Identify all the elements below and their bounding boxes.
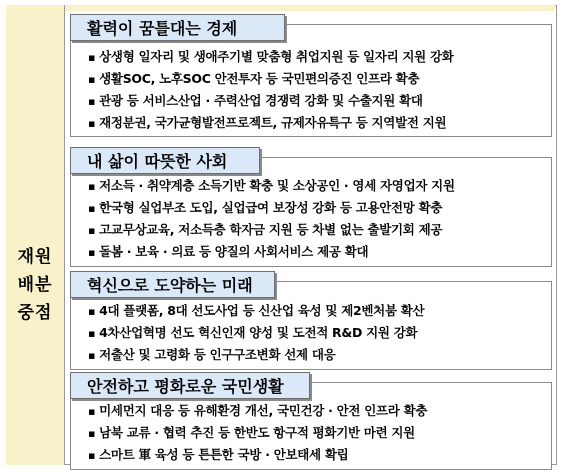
list-item: ▪ 저출산 및 고령화 등 인구구조변화 선제 대응 — [88, 344, 424, 366]
list-item: ▪ 고교무상교육, 저소득층 학자금 지원 등 차별 없는 출발기회 제공 — [88, 219, 455, 241]
list-item: ▪ 남북 교류 · 협력 추진 등 한반도 항구적 평화기반 마련 지원 — [88, 422, 427, 444]
list-item: ▪ 저소득 · 취약계층 소득기반 확충 및 소상공인 · 영세 자영업자 지원 — [88, 175, 455, 197]
list-item: ▪ 돌봄 · 보육 · 의료 등 양질의 사회서비스 제공 확대 — [88, 241, 455, 263]
side-label — [6, 243, 64, 327]
list-item: ▪ 생활SOC, 노후SOC 안전투자 등 국민편의증진 인프라 확충 — [88, 68, 454, 90]
side-label-line: 배분 — [17, 275, 53, 295]
list-item: ▪ 한국형 실업부조 도입, 실업급여 보장성 강화 등 고용안전망 확충 — [88, 197, 455, 219]
list-item: ▪ 상생형 일자리 및 생애주기별 맞춤형 취업지원 등 일자리 지원 강화 — [88, 46, 454, 68]
section-safety-list — [88, 400, 427, 466]
list-item: ▪ 재정분권, 국가균형발전프로젝트, 규제자유특구 등 지역발전 지원 — [88, 112, 454, 134]
top-strip — [65, 5, 555, 11]
list-item: ▪ 스마트 軍 육성 등 튼튼한 국방 · 안보태세 확립 — [88, 444, 427, 466]
section-economy-list — [88, 46, 454, 134]
section-economy-title: 활력이 꿈틀대는 경제 — [70, 14, 285, 41]
side-label-line: 재원 — [17, 247, 53, 267]
list-item: ▪ 4차산업혁명 선도 혁신인재 양성 및 도전적 R&D 지원 강화 — [88, 322, 424, 344]
side-label-line: 중점 — [17, 303, 53, 323]
section-future-title: 혁신으로 도약하는 미래 — [70, 271, 275, 298]
side-label-cell — [6, 5, 65, 465]
list-item: ▪ 4대 플랫폼, 8대 선도사업 등 신산업 육성 및 제2벤처붐 확산 — [88, 300, 424, 322]
section-safety-title: 안전하고 평화로운 국민생활 — [70, 372, 310, 399]
list-item: ▪ 관광 등 서비스산업 · 주력산업 경쟁력 강화 및 수출지원 확대 — [88, 90, 454, 112]
section-society-list — [88, 175, 455, 263]
section-future-list — [88, 300, 424, 366]
list-item: ▪ 미세먼지 대응 등 유해환경 개선, 국민건강 · 안전 인프라 확충 — [88, 400, 427, 422]
section-society-title: 내 삶이 따뜻한 사회 — [70, 147, 260, 174]
